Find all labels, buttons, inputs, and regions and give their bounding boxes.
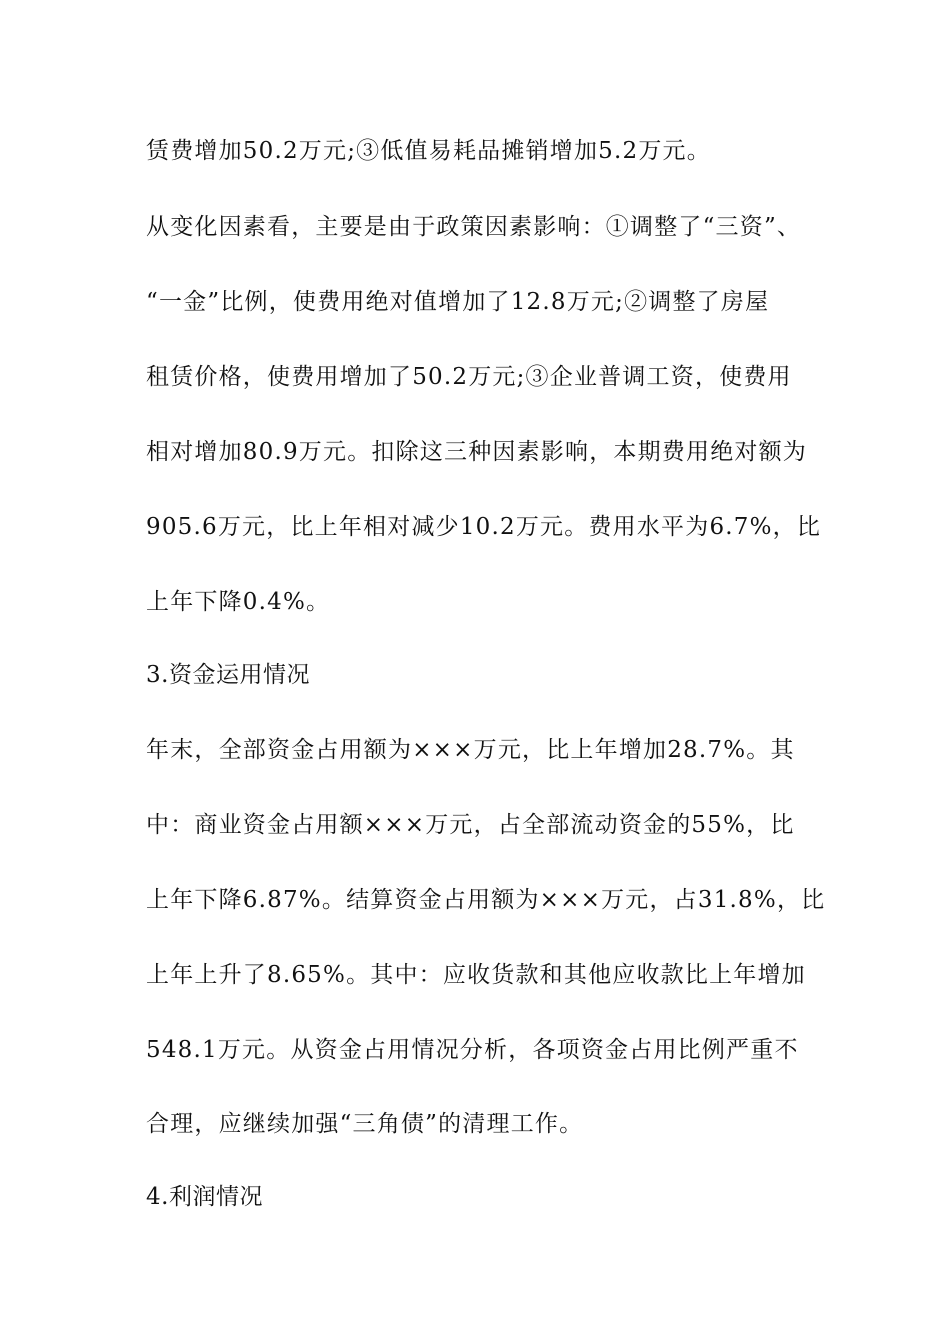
text-line: 上年下降0.4%。 [146,589,331,615]
text-line: 上年下降6.87%。结算资金占用额为×××万元，占31.8%，比 [146,887,826,913]
text-line: “一金”比例，使费用绝对值增加了12.8万元;②调整了房屋 [146,289,770,315]
text-line: 从变化因素看，主要是由于政策因素影响：①调整了“三资”、 [146,214,802,240]
text-line: 548.1万元。从资金占用情况分析，各项资金占用比例严重不 [146,1037,799,1063]
section-heading-funds: 3.资金运用情况 [146,662,310,688]
text-line: 租赁价格，使费用增加了50.2万元;③企业普调工资，使费用 [146,364,792,390]
section-heading-profit: 4.利润情况 [146,1184,263,1210]
text-line: 905.6万元，比上年相对减少10.2万元。费用水平为6.7%，比 [146,514,822,540]
text-line: 赁费增加50.2万元;③低值易耗品摊销增加5.2万元。 [146,138,711,164]
text-line: 上年上升了8.65%。其中：应收货款和其他应收款比上年增加 [146,962,806,988]
text-line: 相对增加80.9万元。扣除这三种因素影响，本期费用绝对额为 [146,439,808,465]
text-line: 合理，应继续加强“三角债”的清理工作。 [146,1111,584,1137]
text-line: 年末，全部资金占用额为×××万元，比上年增加28.7%。其 [146,737,795,763]
text-line: 中：商业资金占用额×××万元，占全部流动资金的55%，比 [146,812,795,838]
